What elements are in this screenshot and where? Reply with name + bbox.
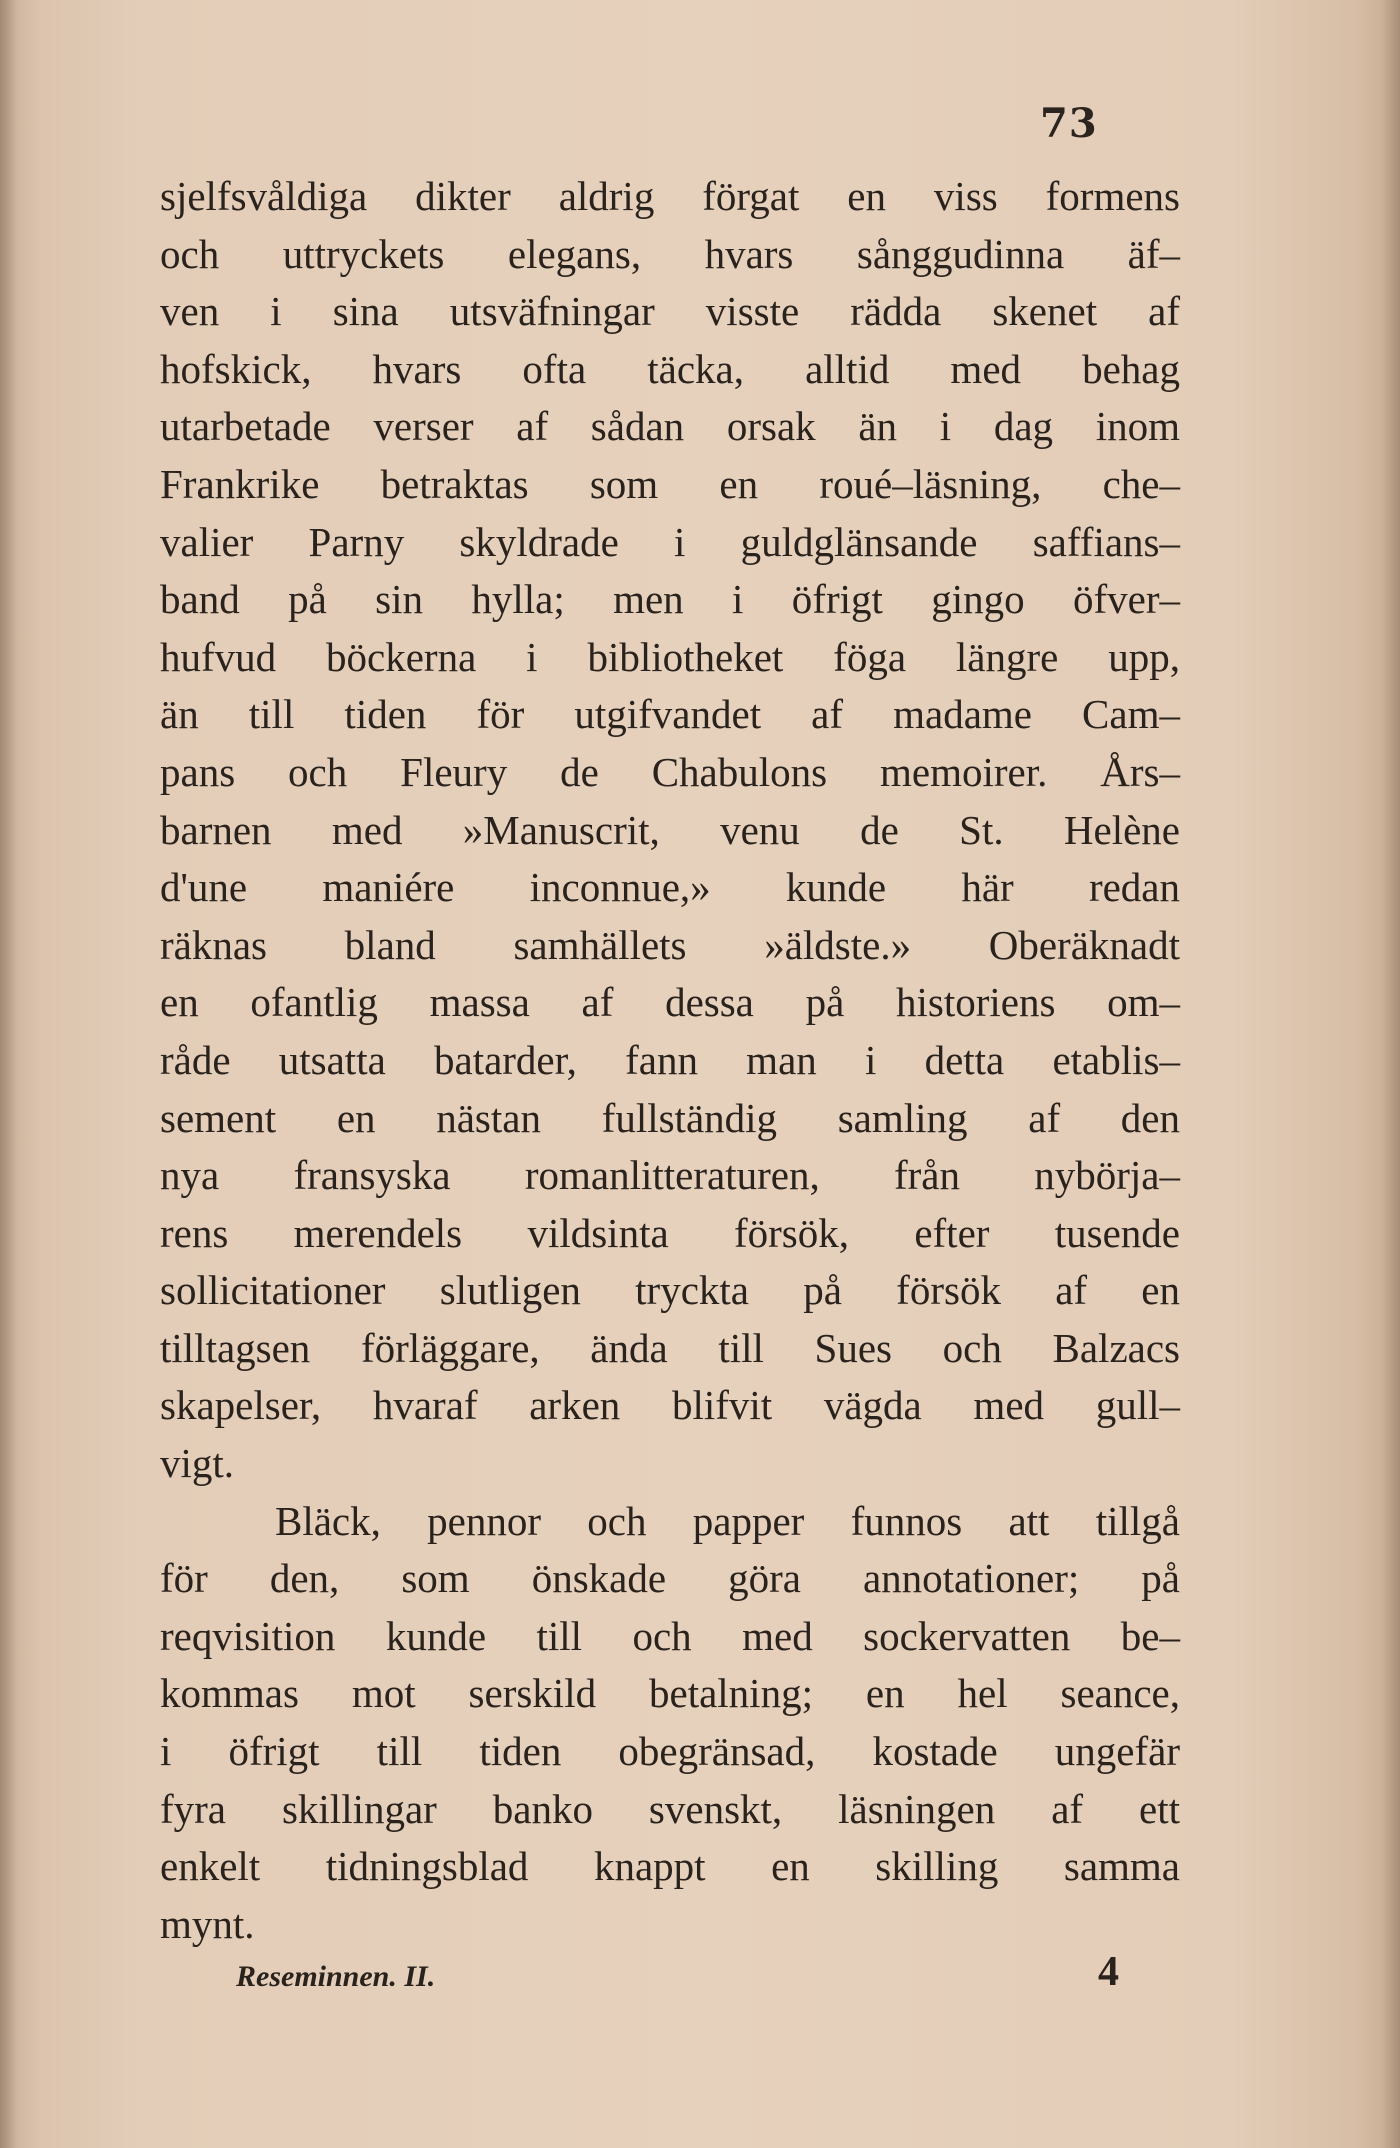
text-line: kommas mot serskild betalning; en hel seance, xyxy=(160,1670,1180,1717)
text-line: råde utsatta batarder, fann man i detta etablis– xyxy=(160,1036,1180,1083)
text-line: Bläck, pennor och papper funnos att tillgå xyxy=(275,1497,1180,1544)
signature-mark: 4 xyxy=(1098,1949,1119,1995)
text-line: pans och Fleury de Chabulons memoirer. Års– xyxy=(160,748,1180,795)
text-line: nya fransyska romanlitteraturen, från nybörja– xyxy=(160,1152,1180,1199)
text-line: sement en nästan fullständig samling af den xyxy=(160,1094,1180,1141)
text-line: vigt. xyxy=(160,1440,235,1487)
text-line: och uttryckets elegans, hvars sånggudinna äf– xyxy=(160,230,1180,277)
text-line: band på sin hylla; men i öfrigt gingo öfver– xyxy=(160,576,1180,623)
text-line: sjelfsvåldiga dikter aldrig förgat en viss formens xyxy=(160,173,1180,219)
text-line: tilltagsen förläggare, ända till Sues och Balzacs xyxy=(160,1324,1180,1371)
text-line: enkelt tidningsblad knappt en skilling samma xyxy=(160,1843,1180,1890)
text-line: en ofantlig massa af dessa på historiens om– xyxy=(160,979,1180,1026)
text-line: hufvud böckerna i bibliotheket föga längre upp, xyxy=(160,633,1180,680)
text-line: hofskick, hvars ofta täcka, alltid med behag xyxy=(160,345,1180,392)
text-line: barnen med »Manuscrit, venu de St. Helène xyxy=(160,806,1180,853)
page-number: 73 xyxy=(1040,100,1098,147)
text-line: Frankrike betraktas som en roué–läsning, che– xyxy=(160,460,1180,507)
body-text xyxy=(160,168,1180,1953)
text-line: räknas bland samhällets »äldste.» Oberäknadt xyxy=(160,921,1180,968)
text-line: för den, som önskade göra annotationer; på xyxy=(160,1555,1180,1602)
text-line: reqvisition kunde till och med sockervatten be– xyxy=(160,1612,1180,1659)
text-line: utarbetade verser af sådan orsak än i dag inom xyxy=(160,403,1180,450)
text-line: fyra skillingar banko svenskt, läsningen af ett xyxy=(160,1785,1180,1832)
text-line: d'une maniére inconnue,» kunde här redan xyxy=(160,864,1180,911)
text-line: rens merendels vildsinta försök, efter tusende xyxy=(160,1209,1180,1256)
text-line: mynt. xyxy=(160,1900,255,1947)
text-line: ven i sina utsväfningar visste rädda skenet af xyxy=(160,288,1180,335)
page-gutter-shadow xyxy=(0,0,18,2148)
text-line: än till tiden för utgifvandet af madame Cam– xyxy=(160,691,1180,738)
text-line: valier Parny skyldrade i guldglänsande saffians– xyxy=(160,518,1180,565)
text-line: i öfrigt till tiden obegränsad, kostade ungefär xyxy=(160,1728,1180,1775)
text-line: skapelser, hvaraf arken blifvit vägda med gull– xyxy=(160,1382,1180,1429)
running-footer-title: Reseminnen. II. xyxy=(236,1960,436,1993)
text-line: sollicitationer slutligen tryckta på försök af en xyxy=(160,1267,1180,1314)
